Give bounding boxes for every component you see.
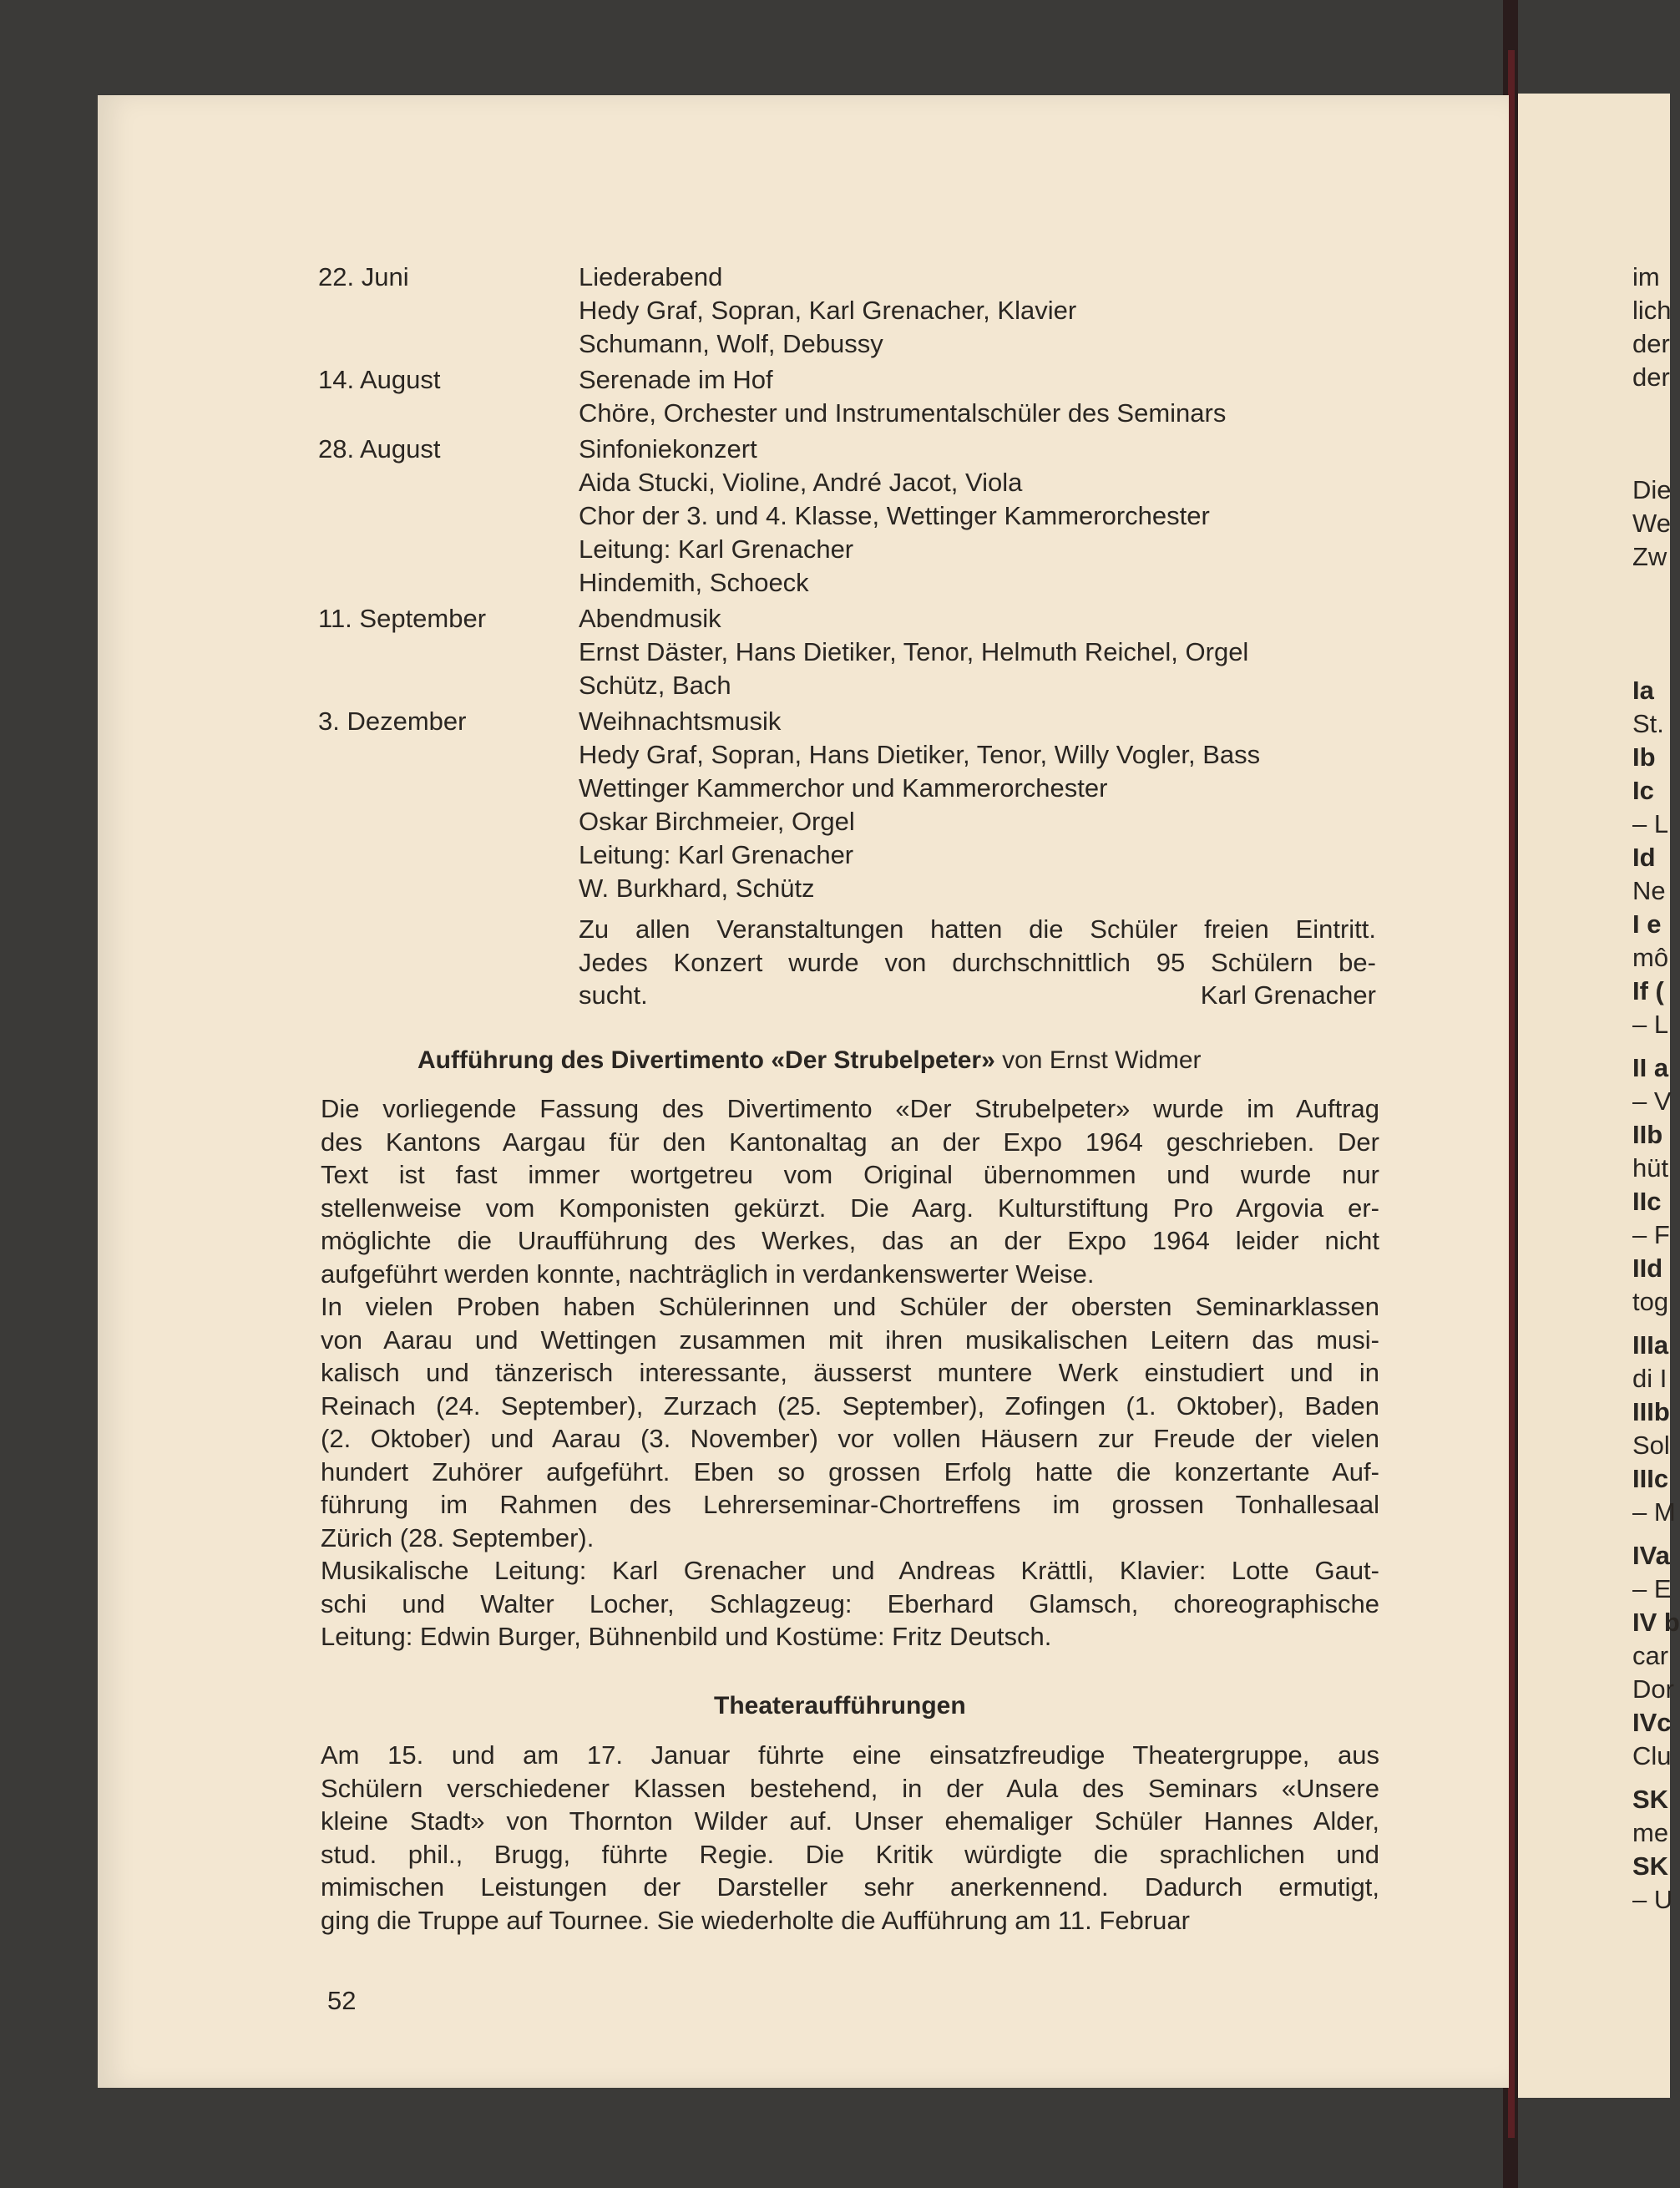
right-page-fragment: me [1632,1818,1669,1847]
heading-bold: Aufführung des Divertimento «Der Strubelpeter» [417,1046,995,1074]
text-line: Reinach (24. September), Zurzach (25. September), Zofingen (1. Oktober), Baden [321,1390,1379,1421]
event-line: Serenade im Hof [579,365,773,394]
right-page-fragment: der [1632,362,1670,392]
right-page-fragment: Ia [1632,676,1654,705]
text-line: von Aarau und Wettingen zusammen mit ihren musikalischen Leitern das musi- [321,1324,1379,1355]
right-page-fragment: IVa [1632,1541,1670,1570]
text-line: ging die Truppe auf Tournee. Sie wiederholte die Aufführung am 11. Februar [321,1905,1190,1935]
event-line: Sinfoniekonzert [579,434,757,463]
right-page-fragment: lich [1632,296,1672,325]
event-line: Chöre, Orchester und Instrumentalschüler des Seminars [579,398,1227,428]
page-number: 52 [327,1986,357,2015]
text-line: kleine Stadt» von Thornton Wilder auf. Unser ehemaliger Schüler Hannes Alder, [321,1806,1379,1836]
right-page-fragment: Ne [1632,876,1666,905]
right-page-fragment: SK [1632,1851,1669,1881]
right-page-fragment: hüt [1632,1153,1669,1183]
right-page-fragment: IIb [1632,1120,1663,1149]
event-line: Liederabend [579,262,723,291]
right-page-fragment: car [1632,1641,1669,1670]
event-line: Leitung: Karl Grenacher [579,534,854,564]
text-line: Am 15. und am 17. Januar führte eine einsatzfreudige Theatergruppe, aus [321,1740,1379,1770]
text-line: kalisch und tänzerisch interessante, äusserst muntere Werk einstudiert und in [321,1358,1379,1387]
right-page-fragment: IIc [1632,1187,1662,1216]
right-page-fragment: – L [1632,809,1669,838]
right-page-fragment: Sol [1632,1431,1670,1460]
right-page-fragment: – V [1632,1086,1672,1116]
right-page-fragment: – F [1632,1220,1670,1249]
right-page-fragment: I e [1632,909,1662,939]
concert-schedule [318,261,1404,908]
event-line: Hedy Graf, Sopran, Hans Dietiker, Tenor, Willy Vogler, Bass [579,740,1261,769]
text-line: In vielen Proben haben Schülerinnen und Schüler der obersten Seminarklassen [321,1292,1379,1321]
right-page-fragment: – M [1632,1497,1676,1527]
right-page-fragment: – U [1632,1885,1673,1914]
signature: Karl Grenacher [1200,980,1376,1010]
section-heading-divertimento [417,1044,1202,1077]
right-page-fragment: Die [1632,475,1672,504]
text-line: stellenweise vom Komponisten gekürzt. Die Aarg. Kulturstiftung Pro Argovia er- [321,1193,1379,1223]
event-line: Oskar Birchmeier, Orgel [579,807,855,836]
event-line: Schütz, Bach [579,671,731,700]
right-page-fragment: Ib [1632,742,1656,772]
event-date: 14. August [318,365,441,394]
text-line: aufgeführt werden konnte, nachträglich in verdankenswerter Weise. [321,1259,1095,1289]
event-details [579,705,1260,905]
text-line: stud. phil., Brugg, führte Regie. Die Kritik würdigte die sprachlichen und [321,1839,1379,1869]
paragraph-theater [321,1739,1379,1937]
text-line: sucht. [579,980,648,1010]
event-line: Chor der 3. und 4. Klasse, Wettinger Kammerorchester [579,501,1210,530]
right-page-fragment: St. [1632,709,1664,738]
event-details [579,261,1076,361]
right-page-fragment: II a [1632,1053,1669,1082]
right-page-fragment: We [1632,509,1671,538]
text-line: mimischen Leistungen der Darsteller sehr anerkennend. Dadurch ermutigt, [321,1872,1379,1902]
text-line: Zürich (28. September). [321,1522,595,1552]
text-line: schi und Walter Locher, Schlagzeug: Eberhard Glamsch, choreographische [321,1588,1379,1618]
event-line: W. Burkhard, Schütz [579,874,815,903]
event-date: 3. Dezember [318,707,467,736]
text-line: Leitung: Edwin Burger, Bühnenbild und Kostüme: Fritz Deutsch. [321,1622,1052,1651]
event-date: 28. August [318,434,441,463]
right-page-fragment: IIIb [1632,1397,1670,1426]
right-page-fragment: tog [1632,1287,1669,1316]
event-line: Ernst Däster, Hans Dietiker, Tenor, Helmuth Reichel, Orgel [579,637,1249,666]
right-page-fragment: im [1632,262,1660,291]
text-line: des Kantons Aargau für den Kantonaltag an der Expo 1964 geschrieben. Der [321,1127,1379,1157]
paragraph-divertimento [321,1092,1379,1654]
section-heading-theater: Theateraufführungen [714,1692,966,1720]
text-line: Jedes Konzert wurde von durchschnittlich 95 Schülern be- [579,947,1376,977]
right-page-fragment: IIIa [1632,1330,1669,1360]
event-line: Weihnachtsmusik [579,707,782,736]
event-line: Hindemith, Schoeck [579,568,809,597]
right-page-fragment: If ( [1632,976,1664,1005]
bookmark-ribbon [1508,50,1515,2138]
event-line: Wettinger Kammerchor und Kammerorchester [579,773,1108,803]
text-line: Text ist fast immer wortgetreu vom Original übernommen und wurde nur [321,1160,1379,1189]
right-page-fragment: Dor [1632,1674,1674,1704]
schedule-entry [318,602,1404,702]
text-line: Schülern verschiedener Klassen bestehend, in der Aula des Seminars «Unsere [321,1773,1379,1803]
text-line: hundert Zuhörer aufgeführt. Eben so grossen Erfolg hatte die konzertante Auf- [321,1456,1379,1487]
event-details [579,602,1248,702]
right-page-fragment: Clu [1632,1741,1672,1770]
right-page-fragment: – L [1632,1010,1669,1039]
right-page-fragment: mô [1632,943,1669,972]
event-date: 11. September [318,604,487,633]
text-line: Musikalische Leitung: Karl Grenacher und Andreas Krättli, Klavier: Lotte Gaut- [321,1556,1379,1585]
right-page-fragment: SK [1632,1785,1669,1814]
heading-composer: von Ernst Widmer [1002,1046,1202,1074]
text-line: Die vorliegende Fassung des Divertimento «Der Strubelpeter» wurde im Auftrag [321,1094,1379,1123]
text-line: möglichte die Uraufführung des Werkes, das an der Expo 1964 leider nicht [321,1226,1379,1255]
text-line: (2. Oktober) und Aarau (3. November) vor vollen Häusern zur Freude der vielen [321,1424,1379,1453]
event-line: Leitung: Karl Grenacher [579,840,854,869]
right-page-fragment: Id [1632,843,1656,872]
event-details [579,363,1226,430]
schedule-entry [318,261,1404,361]
right-page-fragment: Ic [1632,776,1654,805]
event-line: Schumann, Wolf, Debussy [579,329,883,358]
schedule-entry [318,705,1404,905]
event-line: Hedy Graf, Sopran, Karl Grenacher, Klavier [579,296,1077,325]
event-details [579,433,1210,600]
event-line: Abendmusik [579,604,721,633]
right-page-fragment: – E [1632,1574,1672,1603]
right-page-fragment: IV b [1632,1608,1680,1637]
right-page-fragment: IIIc [1632,1464,1669,1493]
text-line: Zu allen Veranstaltungen hatten die Schüler freien Eintritt. [579,914,1376,944]
right-page-fragment: Zw [1632,542,1667,571]
event-line: Aida Stucki, Violine, André Jacot, Viola [579,468,1023,497]
right-page-fragment: IId [1632,1254,1663,1283]
schedule-entry [318,433,1404,600]
right-page-fragment: di I [1632,1364,1667,1393]
right-page-fragment: der [1632,329,1670,358]
right-page-fragment: IVc [1632,1708,1672,1737]
schedule-entry [318,363,1404,430]
event-date: 22. Juni [318,262,409,291]
text-line: führung im Rahmen des Lehrerseminar-Chortreffens im grossen Tonhallesaal [321,1490,1379,1519]
